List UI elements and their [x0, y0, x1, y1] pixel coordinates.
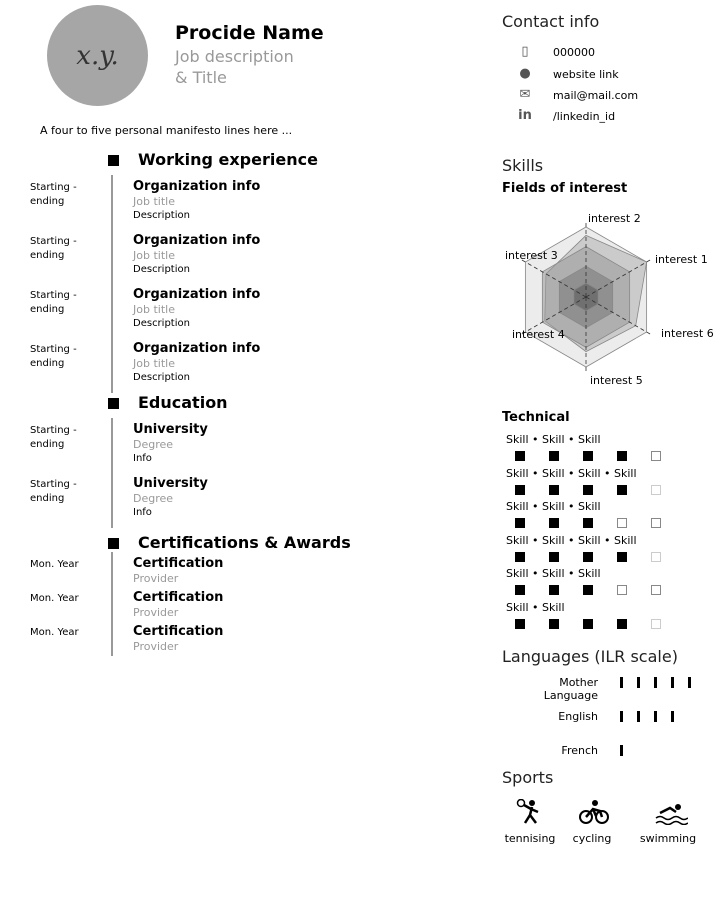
linkedin-icon: in [518, 108, 532, 123]
language-level-bar [654, 677, 657, 688]
languages-title: Languages (ILR scale) [502, 647, 678, 666]
entry-description: Info [133, 507, 152, 518]
entry-subtitle: Job title [133, 357, 175, 370]
entry-subtitle: Provider [133, 572, 179, 585]
contact-title: Contact info [502, 12, 600, 31]
avatar [47, 5, 148, 106]
sports-title: Sports [502, 768, 554, 787]
sport-label: tennising [504, 832, 556, 845]
language-level-bar [654, 711, 657, 722]
skill-list: Skill • Skill [506, 601, 565, 614]
entry-description: Description [133, 210, 190, 221]
sport-label: swimming [639, 832, 697, 845]
language-level-bar [688, 677, 691, 688]
skill-list: Skill • Skill • Skill • Skill [506, 466, 637, 480]
language-level-bar [620, 711, 623, 722]
entry-title: Certification [133, 590, 224, 605]
entry-subtitle: Job title [133, 195, 175, 208]
phone: 000000 [553, 46, 595, 59]
person-name: Procide Name [175, 22, 324, 44]
entry-title: Organization info [133, 179, 261, 194]
skill-level-filled [549, 485, 559, 495]
radar-axis-label: interest 6 [661, 327, 714, 340]
skill-level-filled [583, 585, 593, 595]
entry-description: Info [133, 453, 152, 464]
website-link[interactable]: website link [553, 68, 619, 81]
language-name: Mother Language [543, 676, 598, 702]
skill-level-filled [617, 451, 627, 461]
radar-axis-label: interest 3 [505, 249, 558, 262]
date-start: Starting - [30, 425, 77, 436]
section-title-cert: Certifications & Awards [138, 533, 351, 552]
skill-level-filled [515, 485, 525, 495]
skill-level-filled [515, 552, 525, 562]
initials: x.y. [76, 40, 119, 71]
skills-title: Skills [502, 156, 544, 175]
entry-subtitle: Job title [133, 249, 175, 262]
tennis-icon [516, 799, 544, 829]
date-end: ending [30, 493, 65, 504]
entry-description: Description [133, 318, 190, 329]
timeline-line [111, 418, 113, 528]
job-line-1: Job description [175, 47, 294, 66]
skill-level-filled [549, 451, 559, 461]
entry-description: Description [133, 372, 190, 383]
entry-subtitle: Degree [133, 438, 174, 451]
date-start: Starting - [30, 182, 77, 193]
manifesto: A four to five personal manifesto lines here ... [40, 124, 293, 137]
phone-icon: ▯ [521, 44, 529, 59]
entry-subtitle: Degree [133, 492, 174, 505]
skill-level-filled [583, 619, 593, 629]
timeline-line [111, 552, 113, 656]
entry-title: University [133, 422, 208, 437]
skill-level-empty [651, 552, 661, 562]
swimming-icon [654, 799, 688, 829]
skill-level-filled [515, 585, 525, 595]
date-start: Starting - [30, 479, 77, 490]
skill-level-filled [515, 451, 525, 461]
date-end: ending [30, 439, 65, 450]
skill-level-filled [617, 619, 627, 629]
globe-icon: ● [519, 66, 531, 81]
entry-title: Organization info [133, 341, 261, 356]
date-start: Starting - [30, 344, 77, 355]
skill-level-filled [617, 485, 627, 495]
linkedin[interactable]: /linkedin_id [553, 110, 616, 123]
skill-level-empty [617, 518, 627, 528]
section-bullet-icon [108, 155, 119, 166]
mail-icon: ✉ [519, 87, 531, 102]
date-end: ending [30, 250, 65, 261]
date-start: Mon. Year [30, 559, 79, 570]
entry-title: Organization info [133, 287, 261, 302]
language-level-bar [620, 677, 623, 688]
cycling-icon [578, 799, 610, 829]
radar-axis-label: interest 5 [590, 374, 643, 387]
date-start: Starting - [30, 290, 77, 301]
section-bullet-icon [108, 538, 119, 549]
skill-level-empty [617, 585, 627, 595]
skill-list: Skill • Skill • Skill [506, 500, 601, 514]
skill-level-empty [651, 619, 661, 629]
skill-level-empty [651, 485, 661, 495]
skill-list: Skill • Skill • Skill • Skill [506, 533, 637, 547]
skill-level-filled [583, 552, 593, 562]
skill-list: Skill • Skill • Skill [506, 567, 601, 581]
radar-axis-label: interest 4 [512, 328, 565, 341]
entry-title: Certification [133, 556, 224, 571]
language-level-bar [637, 711, 640, 722]
language-level-bar [671, 677, 674, 688]
section-title-work: Working experience [138, 150, 318, 169]
entry-description: Description [133, 264, 190, 275]
job-description [175, 46, 294, 88]
fields-title: Fields of interest [502, 181, 628, 196]
entry-subtitle: Job title [133, 303, 175, 316]
language-level-bar [620, 745, 623, 756]
section-bullet-icon [108, 398, 119, 409]
language-level-bar [637, 677, 640, 688]
skill-level-filled [583, 518, 593, 528]
language-level-bar [671, 711, 674, 722]
radar-axis-label: interest 1 [655, 253, 708, 266]
skill-level-filled [549, 518, 559, 528]
entry-title: Organization info [133, 233, 261, 248]
date-start: Mon. Year [30, 627, 79, 638]
date-start: Starting - [30, 236, 77, 247]
email[interactable]: mail@mail.com [553, 89, 639, 102]
skill-list: Skill • Skill • Skill [506, 433, 601, 446]
date-start: Mon. Year [30, 593, 79, 604]
skill-level-filled [549, 619, 559, 629]
skill-level-filled [583, 485, 593, 495]
skill-level-empty [651, 451, 661, 461]
skill-level-empty [651, 585, 661, 595]
date-end: ending [30, 304, 65, 315]
language-name: French [561, 744, 598, 757]
skill-level-filled [617, 552, 627, 562]
skill-level-filled [549, 552, 559, 562]
technical-title: Technical [502, 410, 570, 425]
skill-level-filled [515, 518, 525, 528]
skill-level-filled [549, 585, 559, 595]
entry-title: Certification [133, 624, 224, 639]
timeline-line [111, 175, 113, 393]
radar-chart [490, 200, 726, 395]
sport-label: cycling [572, 832, 612, 845]
date-end: ending [30, 358, 65, 369]
section-title-edu: Education [138, 393, 228, 412]
entry-subtitle: Provider [133, 640, 179, 653]
skill-level-filled [583, 451, 593, 461]
entry-title: University [133, 476, 208, 491]
language-name: English [558, 710, 598, 723]
entry-subtitle: Provider [133, 606, 179, 619]
radar-axis-label: interest 2 [588, 212, 641, 225]
skill-level-filled [515, 619, 525, 629]
skill-level-empty [651, 518, 661, 528]
job-line-2: & Title [175, 68, 227, 87]
date-end: ending [30, 196, 65, 207]
